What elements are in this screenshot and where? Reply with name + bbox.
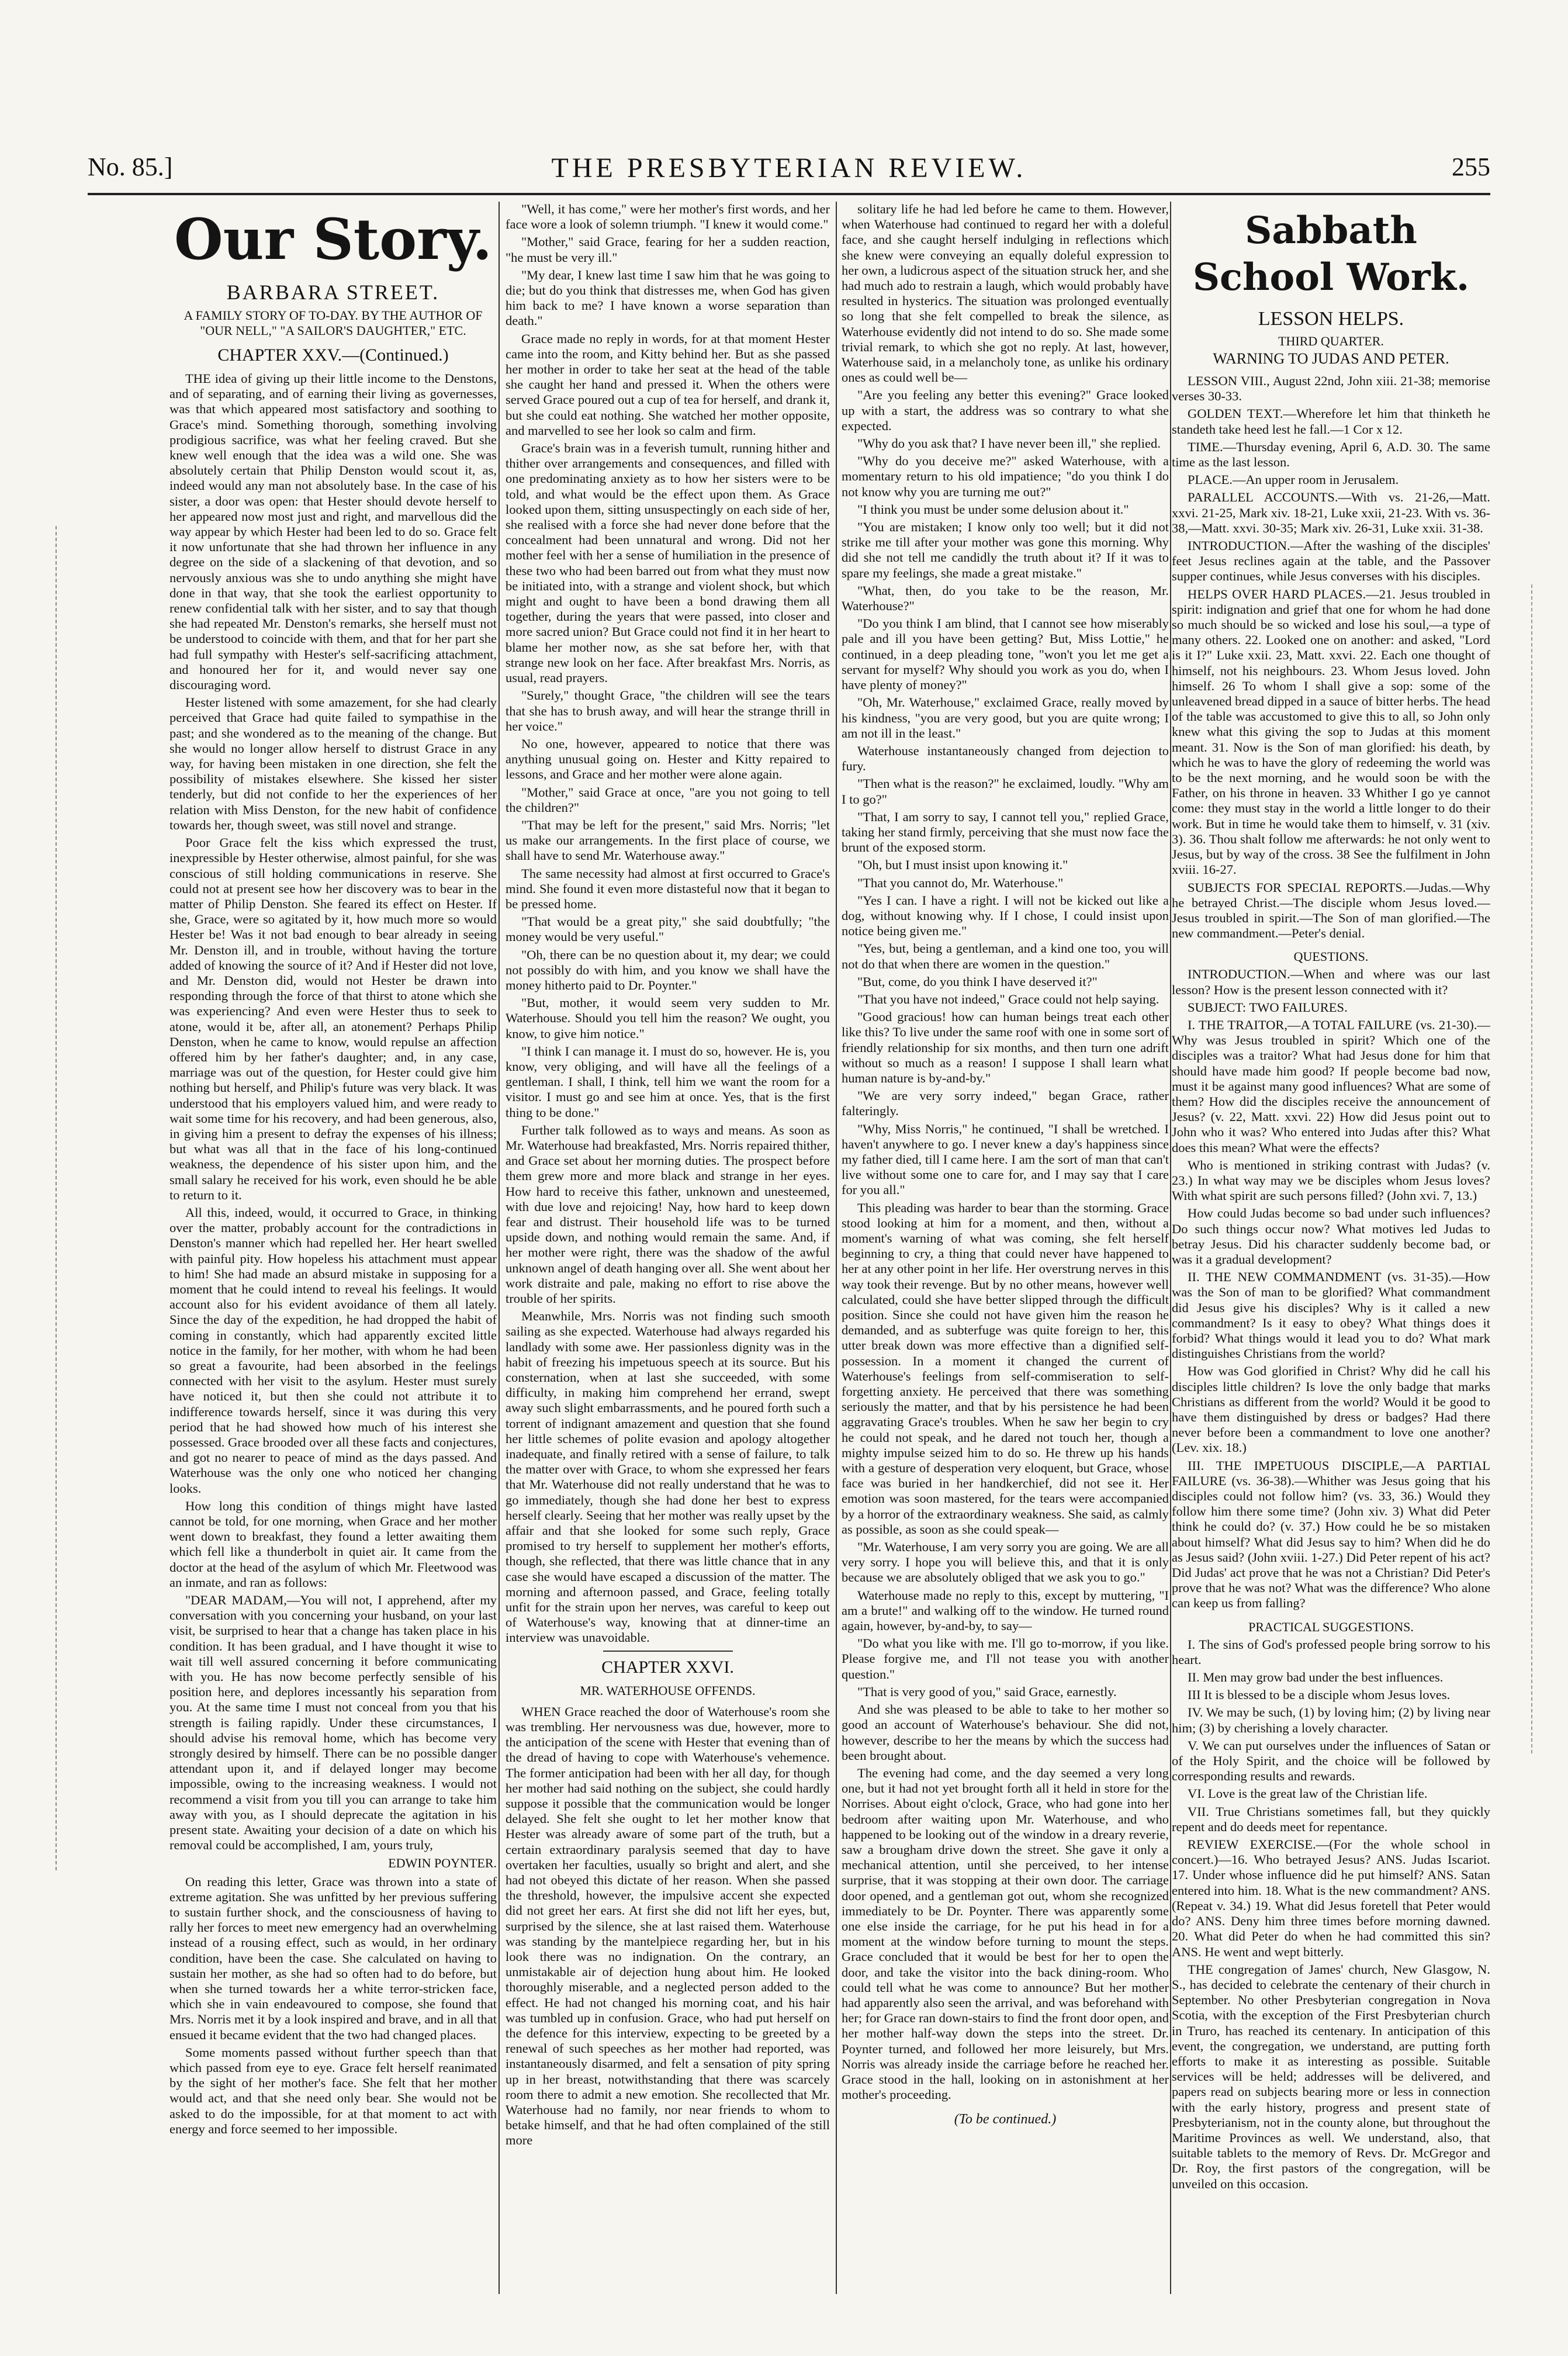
paragraph: SUBJECTS FOR SPECIAL REPORTS.—Judas.—Why he betrayed Christ.—The disciple whom Jesus loved.—Jesus troubled in spirit.—The Son of man glorified.—The new commandment.—Peter's denial. [1172,880,1490,941]
paragraph: "You are mistaken; I know only too well; but it did not strike me till after your mother was gone this morning. Why did she not tell me candidly the truth about it? If it was to spare my feelings, she made a great mistake." [842,520,1169,580]
paragraph: VI. Love is the great law of the Christian life. [1188,1786,1428,1801]
story-body-continued [842,202,1169,2102]
paragraph: Meanwhile, Mrs. Norris was not finding such smooth sailing as she expected. Waterhouse had always regarded his landlady with some awe. Her passionless dignity was in the habit of freezing his impetuous speech at its source. But his consternation, when at last she succeeded, with some difficulty, in making him comprehend her errand, swept away such slight embarrassments, and he poured forth such a torrent of indignant amazement and question that she found her little schemes of polite evasion and apology altogether inadequate, and finally retired with a sense of failure, to talk the matter over with Grace, to whom she expressed her fears that Mr. Waterhouse did not really understand that he was to go immediately, though she had done her best to express herself clearly. Seeing that her mother was really upset by the affair and that she looked for some such reply, Grace promised to try herself to supplement her mother's efforts, though, she reflected, that there was little chance that in any case she would have escaped a discussion of the matter. The morning and afternoon passed, and Grace, feeling totally unfit for the strain upon her nerves, was careful to keep out of Waterhouse's way, knowing that at dinner-time an interview was unavoidable. [506,1309,830,1645]
chapter-26-body [506,1704,830,2149]
paragraph: Hester listened with some amazement, for she had clearly perceived that Grace had quite failed to sympathise in the past; and she wondered as to the meaning of the change. But she would no longer allow herself to distrust Grace in any way, for having been mistaken in one direction, she felt the possibility of mistakes elsewhere. She kissed her sister tenderly, but did not confide to her the experiences of her relation with Miss Denston, for the new habit of confidence towards her, though sweet, was still novel and strange. [169,695,497,832]
paragraph: "I think I can manage it. I must do so, however. He is, you know, very obliging, and will have all the feelings of a gentleman. I shall, I think, tell him we want the room for a visitor. I must go and see him at once. Yes, that is the first thing to be done." [506,1043,830,1120]
chapter-heading: CHAPTER XXVI. [601,1657,734,1677]
paragraph: "Yes, but, being a gentleman, and a kind one too, you will not do that when there are women in the question." [842,941,1169,971]
paragraph: On reading this letter, Grace was thrown into a state of extreme agitation. She was unfitted by her previous suffering to sustain further shock, and the consciousness of having to rally her forces to meet new emergency had an overwhelming instead of a rousing effect, such as would, in her ordinary condition, have been the case. She calculated on having to sustain her mother, as she had so often had to do before, but when she turned towards her a white terror-stricken face, which she in vain endeavoured to compose, she found that Mrs. Norris met it by a look inspired and brave, and in all that ensued it became evident that the two had changed places. [169,1874,497,2042]
story-body-continued [506,202,830,1646]
chapter-heading: CHAPTER XXV.—(Continued.) [217,345,449,365]
article-columns [169,202,1490,2294]
story-body [169,371,497,2137]
paragraph: "Well, it has come," were her mother's first words, and her face wore a look of solemn triumph. "I knew it would come." [506,202,830,232]
paragraph: How long this condition of things might have lasted cannot be told, for one morning, when Grace and her mother went down to breakfast, they found a letter awaiting them which fell like a thunderbolt in quiet air. It came from the doctor at the head of the asylum of which Mr. Fleetwood was an inmate, and ran as follows: [169,1498,497,1590]
paragraph: REVIEW EXERCISE.—(For the whole school in concert.)—16. Who betrayed Jesus? ANS. Judas Iscariot. 17. Under whose influence did he put himself? ANS. Satan entered into him. 18. What is the new commandment? ANS. (Repeat v. 34.) 19. What did Jesus foretell that Peter would do? ANS. Deny him three times before morning dawned. 20. What did Peter do when he had committed this sin? ANS. He went and wept bitterly. [1172,1837,1490,1959]
page-header [88,149,1490,190]
paragraph: "Good gracious! how can human beings treat each other like this? To live under the same roof with one in some sort of friendly relationship for six months, and then turn one adrift without so much as a reason! I suppose I shall learn what human nature is by-and-by." [842,1009,1169,1085]
paragraph: LESSON VIII., August 22nd, John xiii. 21-38; memorise verses 30-33. [1172,373,1490,404]
questions-body [1172,967,1490,1611]
paragraph: "But, mother, it would seem very sudden to Mr. Waterhouse. Should you tell him the reason? We ought, you know, to give him notice." [506,995,830,1041]
paragraph: "Surely," thought Grace, "the children will see the tears that she has to brush away, and will hear the strange thrill in her voice." [506,688,830,734]
paragraph: Further talk followed as to ways and means. As soon as Mr. Waterhouse had breakfasted, Mrs. Norris repaired thither, and Grace set about her morning duties. The prospect before them grew more and more black and strange in her eyes. How hard to receive this father, unknown and unesteemed, with due love and rejoicing! Nay, how hard to keep down fear and distrust. Their household life was to be turned upside down, and nothing would remain the same. And, if her mother were right, there was the shadow of the awful unknown angel of death hanging over all. She went about her work distraite and pale, making no effort to rise above the trouble of her spirits. [506,1122,830,1306]
paragraph: "Mr. Waterhouse, I am very sorry you are going. We are all very sorry. I hope you will believe this, and that it is only because we are absolutely obliged that we ask you to go." [842,1539,1169,1585]
lesson-body [1172,373,1490,941]
paragraph: "My dear, I knew last time I saw him that he was going to die; but do you think that distresses me, when God has given him back to me? I have known a worse separation than death." [506,267,830,328]
paragraph: THE congregation of James' church, New Glasgow, N. S., has decided to celebrate the centenary of their church in September. No other Presbyterian congregation in Nova Scotia, with the exception of the First Presbyterian church in Truro, has reached its centenary. In anticipation of this event, the congregation, we understand, are putting forth efforts to make it as interesting as possible. Suitable services will be held; addresses will be delivered, and papers read on subjects bearing more or less in connection with the early history, progress and present state of Presbyterianism, not in the county alone, but throughout the Maritime Provinces as well. We understand, also, that suitable tablets to the memory of Revs. Dr. McGregor and Dr. Roy, the first pastors of the congregation, will be unveiled on this occasion. [1172,1961,1490,2191]
paragraph: And she was pleased to be able to take to her mother so good an account of Waterhouse's behaviour. She did not, however, describe to her the means by which the success had been brought about. [842,1702,1169,1763]
binding-edge [56,526,57,1870]
binding-edge-right [1531,584,1532,1753]
paragraph: III. THE IMPETUOUS DISCIPLE,—A PARTIAL FAILURE (vs. 36-38).—Whither was Jesus going that his disciples could not follow him? (vs. 33, 36.) Would they follow him there some time? (John xiv. 3) What did Peter think he could do? (v. 37.) How could he be so mistaken about himself? What did Jesus say to him? When did he do as Jesus said? (John xviii. 1-27.) Did Peter repent of his act? Did Judas' act prove that he was not a Christian? Did Peter's prove that he was not? What was the difference? Who alone can keep us from falling? [1172,1458,1490,1611]
practical-suggestions-heading: PRACTICAL SUGGESTIONS. [1248,1619,1414,1634]
column-2 [506,202,830,2294]
paragraph: III It is blessed to be a disciple whom Jesus loves. [1188,1687,1451,1703]
paragraph: The evening had come, and the day seemed a very long one, but it had not yet brought forth all it held in store for the Norrises. About eight o'clock, Grace, who had gone into her bedroom after waiting upon Mr. Waterhouse, and who happened to be looking out of the window in a dreary reverie, saw a brougham drive down the street. She gave it only a mechanical attention, until she perceived, to her intense surprise, that it was stopping at their own door. The carriage door opened, and a gentleman got out, whom she recognized immediately to be Dr. Poynter. There was apparently some one else inside the carriage, for he put his head in for a moment at the window before turning to mount the steps. Grace concluded that it would be best for her to open the door, and take the visitor into the back dining-room. Who could tell what he was come to announce? But her mother had apparently also seen the arrival, and was beforehand with her; for Grace ran down-stairs to find the front door open, and her mother half-way down the steps into the street. Dr. Poynter turned, and followed her more leisurely, but Mrs. Norris was already inside the carriage before he reached her. Grace stood in the hall, looking on in astonishment at her mother's proceeding. [842,1765,1169,2102]
paragraph: "That would be a great pity," she said doubtfully; "the money would be very useful." [506,914,830,945]
letter-signature: EDWIN POYNTER. [388,1855,497,1870]
paragraph: "That you cannot do, Mr. Waterhouse." [857,875,1064,890]
paragraph: How could Judas become so bad under such influences? Do such things occur now? What motives led Judas to betray Jesus. Did his character suddenly become bad, or was it a gradual development? [1172,1206,1490,1267]
paragraph: Grace's brain was in a feverish tumult, running hither and thither over arrangements and consequences, and filled with one predominating anxiety as to how her sisters were to be told, and what would be the effect upon them. As Grace looked upon them, sitting unsuspectingly on each side of her, she realised with a force she had never done before that the concealment had been unnatural and wrong. Did not her mother feel with her a sense of humiliation in the presence of these two who had been barred out from what they must now be initiated into, with a strange and violent shock, but which might and ought to have been a bond drawing them all together, during the years that were passed, into closer and more sacred union? But Grace could not find it in her heart to blame her mother now, as she sat before her, with that strange new look on her face. After breakfast Mrs. Norris, as usual, read prayers. [506,441,830,686]
paragraph: "Then what is the reason?" he exclaimed, loudly. "Why am I to go?" [842,776,1169,807]
paragraph: II. Men may grow bad under the best influences. [1188,1670,1444,1685]
questions-heading: QUESTIONS. [1293,949,1369,964]
paragraph: "Oh, there can be no question about it, my dear; we could not possibly do with him, and you know we shall have the money hitherto paid to Dr. Poynter." [506,947,830,992]
paragraph: SUBJECT: TWO FAILURES. [1188,999,1348,1015]
paragraph: IV. We may be such, (1) by loving him; (2) by living near him; (3) by cherishing a lovely character. [1172,1705,1490,1735]
practical-body [1172,1637,1490,2192]
paragraph: "Why, Miss Norris," he continued, "I shall be wretched. I haven't anywhere to go. I never knew a day's happiness since my father died, till I came here. I am the sort of man that can't live without some one to care for, and I may say that I care for you all." [842,1121,1169,1198]
paragraph: "Do you think I am blind, that I cannot see how miserably pale and ill you have been getting? But, Miss Lottie," he continued, in a deep pleading tone, "won't you let me get a servant for myself? Why should you work as you do, when I have plenty of money?" [842,616,1169,693]
paragraph: THE idea of giving up their little income to the Denstons, and of separating, and of earning their living as governesses, was that which appeared most satisfactory and soothing to Grace's mind. Something thorough, something involving prodigious sacrifice, was what her feeling craved. But she knew well enough that the idea was a wild one. She was absolutely certain that Philip Denston would scout it, as, indeed would any man not absolutely base. In the case of his sister, a door was open: that Hester should devote herself to her appeared now most just and right, and marvellous did the way appear by which Hester had been led to do so. Grace felt it now unfortunate that she had thrown her influence in any degree on the side of a slackening of that devotion, and so nervously anxious was she to undo anything she might have done in that way, that she took the earliest opportunity to renew confidential talk with her sister, and to say that though she had repeated Mr. Denston's remarks, she herself must not be understood to coincide with them, and that for her part she had full sympathy with Hester's self-sacrificing attachment, and honoured her for it, and would never say one discouraging word. [169,371,497,693]
paragraph: Grace made no reply in words, for at that moment Hester came into the room, and Kitty behind her. But as she passed her mother in order to take her seat at the head of the table she caught her hand and pressed it. When the others were served Grace poured out a cup of tea for herself, and drank it, but she could eat nothing. She watched her mother opposite, and marvelled to see her look so calm and firm. [506,331,830,438]
paragraph: "Oh, but I must insist upon knowing it." [857,857,1068,873]
paragraph: WHEN Grace reached the door of Waterhouse's room she was trembling. Her nervousness was due, however, more to the anticipation of the scene with Hester that evening than of the dread of having to cope with Waterhouse's vehemence. The former anticipation had been with her all day, for though her mother had said nothing on the subject, she could hardly suppose it possible that the communication would be longer delayed. She felt she ought to let her mother know that Hester was already aware of some part of the truth, but a certain extraordinary paralysis seemed that day to have overtaken her faculties, usually so bright and alert, and she had not obeyed this dictate of her reason. When she passed the threshold, however, the impulsive accent she expected did not greet her ears. At first she did not lift her eyes, but, surprised by the silence, she at last raised them. Waterhouse was standing by the mantelpiece regarding her, but in his look there was no indignation. On the contrary, an unmistakable air of dejection hung about him. He looked thoroughly miserable, and a neglected person added to the effect. He had not changed his morning coat, and his hair was tumbled up in confusion. Grace, who had put herself on the defence for this interview, expecting to be greeted by a renewal of such speeches as her mother had reported, was instantaneously disarmed, and felt a sensation of pity spring up in her breast, notwithstanding that there was scarcely room there to admit a new emotion. She recollected that Mr. Waterhouse had no family, nor near friends to whom to betake himself, and that he had often complained of the still more [506,1704,830,2148]
paragraph: Who is mentioned in striking contrast with Judas? (v. 23.) In what way may we be disciples whom Jesus loves? With what spirit are such persons filled? (John xvi. 7, 13.) [1172,1157,1490,1203]
column-4 [1172,202,1490,2294]
paragraph: "Why do you ask that? I have never been ill," she replied. [857,436,1161,451]
paragraph: PLACE.—An upper room in Jerusalem. [1188,472,1399,487]
paragraph: HELPS OVER HARD PLACES.—21. Jesus troubled in spirit: indignation and grief that one for whom he had done so much should be so wicked and lose his soul,—a type of many others. 22. Looked one on another: and asked, "Lord is it I?" Luke xxii. 23, Matt. xxvi. 22. Each one thought of himself, not his neighbours. 23. Whom Jesus loved. John himself. 26 To whom I shall give a sop: some of the unleavened bread dipped in a sauce of bitter herbs. The head of the table was accustomed to give this to all, so John only knew what this giving the sop to Judas at this moment meant. 31. Now is the Son of man glorified: his death, by which he was to have the glory of redeeming the world was to be the next morning, and he would soon be with the Father, on his throne in heaven. 33 Whither I go ye cannot come: they must stay in the world a little longer to do their work. But in time he would take them to himself, v. 31 (xiv. 3). 36. Thou shalt follow me afterwards: he not only went to Jesus, but by way of the cross. 38 See the fulfilment in John xviii. 16-27. [1172,586,1490,877]
paragraph: "But, come, do you think I have deserved it?" [857,974,1098,989]
paragraph: INTRODUCTION.—When and where was our last lesson? How is the present lesson connected with it? [1172,967,1490,997]
lesson-title: WARNING TO JUDAS AND PETER. [1213,350,1449,367]
paragraph: The same necessity had almost at first occurred to Grace's mind. She found it even more distasteful now that it began to be pressed home. [506,866,830,911]
paragraph: Some moments passed without further speech than that which passed from eye to eye. Grace felt herself reanimated by the sight of her mother's face. She felt that her mother would act, and that she need only bear. She would not be asked to do the impossible, for at that moment to act with energy and force seemed to her impossible. [169,2044,497,2136]
paragraph: "DEAR MADAM,—You will not, I apprehend, after my conversation with you concerning your husband, on your last visit, be surprised to hear that a change has taken place in his condition. It has been gradual, and I have thought it wise to wait till well assured concerning it before communicating with you. He has now become perfectly sensible of his position here, and deplores incessantly his separation from you. At the same time I must not conceal from you that his strength is failing rapidly. Under these circumstances, I should advise his removal home, which has become very strongly desired by himself. There can be no possible danger attendant upon it, and if delayed longer may become impossible, owing to the increasing weakness. I would not recommend a visit from you till you can arrange to take him away with you, as I should deprecate the agitation in his present state. Awaiting your decision of a date on which his removal could be accomplished, I am, yours truly, [169,1593,497,1853]
chapter-divider [603,1651,733,1652]
header-rule [88,193,1490,195]
paragraph: INTRODUCTION.—After the washing of the disciples' feet Jesus reclines again at the table, and the Passover supper continues, while Jesus converses with his disciples. [1172,538,1490,584]
masthead-title: THE PRESBYTERIAN REVIEW. [551,153,1027,184]
paragraph: "Do what you like with me. I'll go to-morrow, if you like. Please forgive me, and I'll not tease you with another question." [842,1636,1169,1682]
story-byline: A FAMILY STORY OF TO-DAY. BY THE AUTHOR OF "OUR NELL," "A SAILOR'S DAUGHTER," ETC. [184,308,483,338]
paragraph: "That you have not indeed," Grace could not help saying. [857,991,1159,1006]
to-be-continued: (To be continued.) [954,2112,1057,2127]
section-title-sabbath-school: Sabbath School Work. [1192,209,1470,299]
paragraph: PARALLEL ACCOUNTS.—With vs. 21-26,—Matt. xxvi. 21-25, Mark xiv. 18-21, Luke xxii, 21-23. With vs. 36-38,—Matt. xxvi. 30-35; Mark xiv. 26-31, Luke xxii. 31-38. [1172,490,1490,535]
paragraph: solitary life he had led before he came to them. However, when Waterhouse had continued to regard her with a doleful face, and she caught herself indulging in reflections which she knew were conveying an equally doleful expression to her own, a ludicrous aspect of the situation struck her, and she had much ado to restrain a laugh, which would probably have resulted in hysterics. The situation was prolonged eventually so long that she felt compelled to break the silence, as Waterhouse evidently did not intend to do so. She made some trivial remark, to which she got no reply. At last, however, Waterhouse said, in a melancholy tone, as unlike his ordinary ones as could well be— [842,202,1169,385]
section-title-our-story: Our Story. [174,206,492,272]
paragraph: "Why do you deceive me?" asked Waterhouse, with a momentary return to his old impatience; "do you think I do not know why you are turning me out?" [842,454,1169,499]
paragraph: "I think you must be under some delusion about it." [857,501,1129,517]
lesson-helps-heading: LESSON HELPS. [1258,308,1404,330]
paragraph: "That may be left for the present," said Mrs. Norris; "let us make our arrangements. In the first place of course, we shall have to send Mr. Waterhouse away." [506,817,830,863]
paragraph: VII. True Christians sometimes fall, but they quickly repent and do deeds meet for repentance. [1172,1804,1490,1834]
column-3 [842,202,1169,2294]
paragraph: Poor Grace felt the kiss which expressed the trust, inexpressible by Hester otherwise, almost painful, for she was conscious of still holding communications in reserve. She could not at present see how her discovery was to bear in the matter of Philip Denston. She feared its effect on Hester. If she, Grace, were so agitated by it, how much more so would Hester be! Was it not bad enough to bear already in seeing Mr. Denston ill, and in trouble, without having the torture added of knowing the source of it? And if Hester did not love, and Mr. Denston did, would not Hester be drawn into responding through the force of that thirst to atone which she was experiencing? And even were Hester thus to seek to atone, would it be, after all, an atonement? Perhaps Philip Denston, when he came to know, would repulse an affection offered him by her father's daughter; and, in any case, marriage was out of the question, for Hester could give him nothing but herself, and Philip's future was very black. It was understood that his employers valued him, and were ready to wait some time for his recovery, and had been generous, also, in giving him a present to defray the expenses of his illness; but what was all that in the face of his long-continued weakness, the dependence of his sister upon him, and the small salary he received for his work, even should he be able to return to it. [169,835,497,1202]
paragraph: "Mother," said Grace at once, "are you not going to tell the children?" [506,784,830,815]
paragraph: V. We can put ourselves under the influences of Satan or of the Holy Spirit, and the choice will be followed by corresponding results and rewards. [1172,1738,1490,1784]
paragraph: Waterhouse made no reply to this, except by muttering, "I am a brute!" and walking off to the window. He turned round again, however, by-and-by, to say— [842,1587,1169,1634]
paragraph: GOLDEN TEXT.—Wherefore let him that thinketh he standeth take heed lest he fall.—1 Cor x 12. [1172,406,1490,437]
paragraph: "Are you feeling any better this evening?" Grace looked up with a start, the address was so contrary to what she expected. [842,388,1169,433]
page-number: 255 [1452,153,1490,181]
paragraph: "We are very sorry indeed," began Grace, rather falteringly. [842,1088,1169,1119]
paragraph: I. THE TRAITOR,—A TOTAL FAILURE (vs. 21-30).—Why was Jesus troubled in spirit? Which one of the disciples was a traitor? What had Jesus done for him that should have made him good? If people become bad now, must it be against many good influences? What are some of them? How did the disciples receive the announcement of Jesus? (v. 22, Matt. xxvi. 22) How did Jesus point out to John who it was? Who entered into Judas after this? What does this mean? What were the effects? [1172,1017,1490,1155]
paragraph: TIME.—Thursday evening, April 6, A.D. 30. The same time as the last lesson. [1172,439,1490,470]
paragraph: II. THE NEW COMMANDMENT (vs. 31-35).—How was the Son of man to be glorified? What commandment did Jesus give his disciples? Why is it called a new commandment? Is it easy to obey? What things does it forbid? What things would it lead you to do? What mark distinguishes Christians from the world? [1172,1269,1490,1361]
paragraph: This pleading was harder to bear than the storming. Grace stood looking at him for a moment, and then, without a moment's warning of what was coming, she felt herself beginning to cry, a thing that could never have happened to her at any other point in her life. Her overstrung nerves in this way took their revenge. But by no other means, however well calculated, could she have better slipped through the difficult position. Since she could not have given him the reason he demanded, and as subterfuge was quite foreign to her, this utter break down was more effective than a dignified self-possession. In a moment it changed the current of Waterhouse's feelings from self-commiseration to self-forgetting anxiety. He perceived that there was something seriously the matter, and that by his persistence he had been aggravating Grace's troubles. When he saw her begin to cry he could not speak, and he dared not touch her, though a mighty impulse seized him to do so. He threw up his hands with a gesture of desperation very eloquent, but Grace, whose face was buried in her handkerchief, did not see it. Her emotion was soon mastered, for the tears were accompanied by a horror of the extraordinary weakness. She said, as calmly as possible, as soon as she could speak— [842,1200,1169,1537]
issue-number: No. 85.] [88,153,173,181]
paragraph: No one, however, appeared to notice that there was anything unusual going on. Hester and Kitty repaired to lessons, and Grace and her mother were alone again. [506,736,830,782]
paragraph: "Mother," said Grace, fearing for her a sudden reaction, "he must be very ill." [506,234,830,265]
paragraph: "That, I am sorry to say, I cannot tell you," replied Grace, taking her stand firmly, perceiving that she must now face the brunt of the exposed storm. [842,809,1169,855]
paragraph: "That is very good of you," said Grace, earnestly. [857,1684,1117,1699]
paragraph: How was God glorified in Christ? Why did he call his disciples little children? Is love the only badge that marks Christians as different from the world? Would it be good to have them distinguished by dress or badges? Had there never before been a commandment to love one another? (Lev. xix. 18.) [1172,1364,1490,1455]
paragraph: "What, then, do you take to be the reason, Mr. Waterhouse?" [842,583,1169,614]
paragraph: "Yes I can. I have a right. I will not be kicked out like a dog, without knowing why. If I chose, I could insist upon notice being given me." [842,892,1169,939]
story-title: BARBARA STREET. [226,281,440,304]
paragraph: "Oh, Mr. Waterhouse," exclaimed Grace, really moved by his kindness, "you are very good, but you are quite wrong; I am not ill in the least." [842,695,1169,741]
quarter-label: THIRD QUARTER. [1278,334,1384,348]
paragraph: Waterhouse instantaneously changed from dejection to fury. [842,743,1169,774]
paragraph: I. The sins of God's professed people bring sorrow to his heart. [1172,1637,1490,1667]
chapter-subtitle: MR. WATERHOUSE OFFENDS. [580,1683,756,1698]
column-1 [169,202,497,2294]
paragraph: All this, indeed, would, it occurred to Grace, in thinking over the matter, probably account for the contradictions in Denston's manner which had repelled her. Her heart swelled with painful pity. How hopeless his attachment must appear to him! She had made an absurd mistake in supposing for a moment that he could intend to reveal his feelings. It would account also for his evident avoidance of them all lately. Since the day of the expedition, he had dropped the habit of coming in constantly, which had apparently excited little notice in the family, for her mother, with whom he had been so great a favourite, had been absorbed in the feelings connected with her visit to the asylum. Hester must surely have noticed it, but then she could not attribute it to indifference towards herself, since it was during this very period that he had showed how much of his interest she possessed. Grace brooded over all these facts and conjectures, and got no nearer to peace of mind as the days passed. And Waterhouse was the only one who noticed her changing looks. [169,1205,497,1496]
